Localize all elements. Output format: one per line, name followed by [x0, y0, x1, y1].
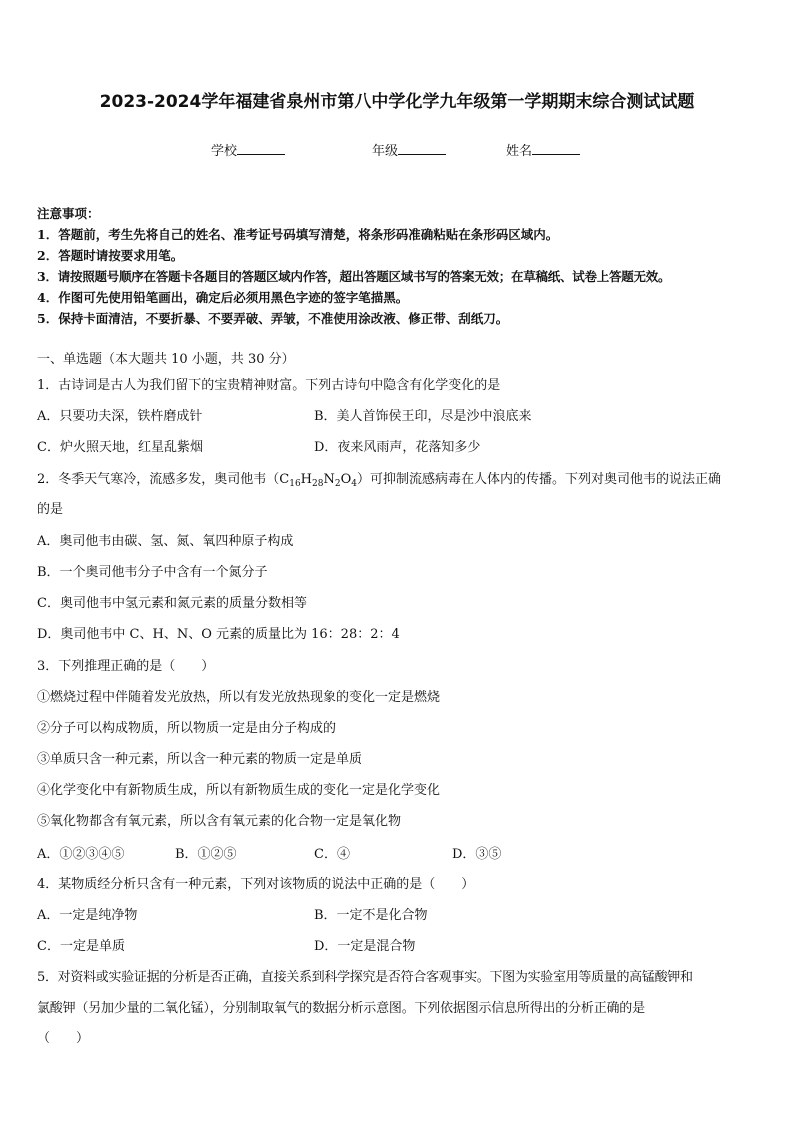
q2-stem: [37, 468, 767, 489]
q3-statement: ③单质只含一种元素，所以含一种元素的物质一定是单质: [37, 752, 363, 767]
q2-stem-line2: 的是: [37, 502, 64, 517]
q3-stem: 3．下列推理正确的是（ ）: [37, 659, 215, 674]
grade-field[interactable]: [372, 140, 446, 159]
q1-option-a[interactable]: A．只要功夫深，铁杵磨成针: [37, 409, 203, 424]
q3-option-c[interactable]: C．④: [314, 847, 350, 862]
q4-option-b[interactable]: B．一定不是化合物: [314, 908, 428, 923]
notes-block: [37, 203, 777, 329]
note-item: 3．请按照题号顺序在答题卡各题目的答题区域内作答，超出答题区域书写的答案无效；在草稿纸、试卷上答题无效。: [37, 269, 671, 284]
q4-option-a[interactable]: A．一定是纯净物: [37, 908, 138, 923]
school-field[interactable]: [211, 140, 285, 159]
formula-subscript: 28: [312, 479, 324, 489]
page-title: 2023-2024学年福建省泉州市第八中学化学九年级第一学期期末综合测试试题: [99, 92, 695, 112]
q2-stem-end: ）可抑制流感病毒在人体内的传播。下列对奥司他韦的说法正确: [356, 472, 721, 487]
q2-option-c[interactable]: C．奥司他韦中氢元素和氮元素的质量分数相等: [37, 596, 307, 611]
q4-option-d[interactable]: D．一定是混合物: [314, 939, 416, 954]
name-field[interactable]: [506, 140, 580, 159]
note-item: 4．作图可先使用铅笔画出，确定后必须用黑色字迹的签字笔描黑。: [37, 290, 409, 305]
name-blank[interactable]: [532, 142, 580, 155]
formula-subscript: 4: [351, 479, 357, 489]
q2-option-d[interactable]: D．奥司他韦中 C、H、N、O 元素的质量比为 16：28：2：4: [37, 627, 400, 642]
grade-label: 年级: [372, 144, 399, 159]
formula-element: N: [323, 472, 335, 487]
notes-heading: 注意事项：: [37, 206, 100, 221]
q1-option-d[interactable]: D．夜来风雨声，花落知多少: [314, 440, 481, 455]
student-info-row: [0, 140, 794, 160]
q3-statement: ①燃烧过程中伴随着发光放热，所以有发光放热现象的变化一定是燃烧: [37, 690, 441, 705]
note-item: 2．答题时请按要求用笔。: [37, 248, 184, 263]
q2-option-b[interactable]: B．一个奥司他韦分子中含有一个氮分子: [37, 565, 268, 580]
q1-option-c[interactable]: C．炉火照天地，红星乱紫烟: [37, 440, 203, 455]
q4-stem: 4．某物质经分析只含有一种元素，下列对该物质的说法中正确的是（ ）: [37, 877, 475, 892]
school-label: 学校: [211, 144, 238, 159]
q3-statement: ②分子可以构成物质，所以物质一定是由分子构成的: [37, 721, 337, 736]
q1-option-b[interactable]: B．美人首饰侯王印，尽是沙中浪底来: [314, 409, 532, 424]
name-label: 姓名: [506, 144, 533, 159]
q3-statement: ④化学变化中有新物质生成，所以有新物质生成的变化一定是化学变化: [37, 783, 441, 798]
q5-stem-line1: 5．对资料或实验证据的分析是否正确，直接关系到科学探究是否符合客观事实。下图为实验室用等质量的高锰酸钾和: [37, 970, 693, 985]
formula-element: O: [340, 472, 352, 487]
q3-option-a[interactable]: A．①②③④⑤: [37, 847, 125, 862]
q3-statement: ⑤氧化物都含有氧元素，所以含有氧元素的化合物一定是氧化物: [37, 814, 402, 829]
q3-option-d[interactable]: D．③⑤: [452, 847, 502, 862]
grade-blank[interactable]: [398, 142, 446, 155]
note-item: 5．保持卡面清洁，不要折暴、不要弄破、弄皱，不准使用涂改液、修正带、刮纸刀。: [37, 311, 509, 326]
q1-stem: 1．古诗词是古人为我们留下的宝贵精神财富。下列古诗句中隐含有化学变化的是: [37, 378, 501, 393]
formula-element: H: [300, 472, 313, 487]
q2-stem-start: 2．冬季天气寒冷，流感多发，奥司他韦（C: [37, 472, 290, 487]
q4-option-c[interactable]: C．一定是单质: [37, 939, 125, 954]
q3-option-b[interactable]: B．①②⑤: [175, 847, 237, 862]
q5-stem-line2: 氯酸钾（另加少量的二氧化锰），分别制取氧气的数据分析示意图。下列依据图示信息所得出的分析正确的是: [37, 1001, 645, 1016]
school-blank[interactable]: [237, 142, 285, 155]
formula-subscript: 2: [334, 479, 341, 489]
section-heading: 一、单选题（本大题共 10 小题，共 30 分）: [37, 352, 295, 367]
q5-stem-line3: （ ）: [37, 1031, 90, 1046]
q2-option-a[interactable]: A．奥司他韦由碳、氢、氮、氧四种原子构成: [37, 534, 294, 549]
note-item: 1．答题前，考生先将自己的姓名、准考证号码填写清楚，将条形码准确粘贴在条形码区域内。: [37, 227, 559, 242]
formula-subscript: 16: [289, 479, 301, 489]
